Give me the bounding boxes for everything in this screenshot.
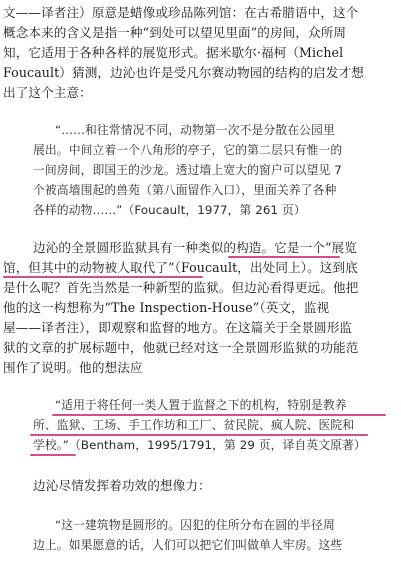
highlight-underline — [30, 454, 76, 456]
text-line: 馆，但其中的动物被人取代了”（Foucault，出处同上）。这到底 — [3, 260, 358, 275]
text-line: 出了这个主意： — [3, 85, 92, 100]
quote-line: 展出。中间立着一个八角形的亭子，它的第二层只有惟一的 — [33, 143, 343, 157]
text-line: 他的这一构想称为“The Inspection-House”（英文，监视 — [3, 300, 330, 315]
quote-line: 学校。”（Bentham，1995/1791，第 29 页，译自英文原著） — [33, 438, 366, 452]
quote-line: “适用于将任何一类人置于监督之下的机构，特别是教养 — [55, 398, 347, 412]
quote-line: 一间房间，即国王的沙龙。透过墙上宽大的窗户可以望见 7 — [33, 163, 342, 177]
text-line: 边沁的全景圆形监狱具有一种类似的构造。它是一个“展览 — [33, 240, 357, 255]
quote-line: “这一建筑物是圆形的。囚犯的住所分布在圆的半径周 — [55, 518, 335, 532]
text-line: 概念本来的含义是指一种“到处可以望见里面”的房间，众所周 — [3, 25, 347, 40]
quote-line: 个被高墙围起的兽苑（第八面留作入口），里面关养了各种 — [33, 183, 337, 197]
highlight-underline — [30, 434, 368, 436]
text-line: 狱的文章的扩展标题中，他就已经对这一全景圆形监狱的功能范 — [3, 340, 359, 355]
highlight-underline — [3, 276, 203, 278]
text-line: 屋——译者注），即观察和监督的地方。在这篇关于全景圆形监 — [3, 320, 353, 335]
text-line: 是什么呢？首先当然是一种新型的监狱。但边沁看得更远。他把 — [3, 280, 359, 295]
text-line: 知，它适用于各种各样的展览形式。据米歇尔·福柯（Michel — [3, 45, 344, 60]
quote-line: 所、监狱、工场、手工作坊和工厂、贫民院、疯人院、医院和 — [33, 418, 355, 432]
quote-line: “……和往常情况不同，动物第一次不是分散在公园里 — [55, 123, 335, 137]
highlight-underline — [52, 414, 386, 416]
text-line: 围作了说明。他的想法应 — [3, 360, 143, 375]
text-line: 边沁尽情发挥着功效的想像力： — [33, 478, 211, 493]
text-line: Foucault）猜测，边沁也许是受凡尔赛动物园的结构的启发才想 — [3, 65, 364, 80]
quote-line: 各样的动物……”（Foucault，1977，第 261 页） — [33, 203, 306, 217]
quote-line: 边上。如果愿意的话，人们可以把它们叫做单人牢房。这些 — [33, 538, 343, 552]
highlight-underline — [228, 256, 340, 258]
text-line: 文——译者注）原意是蜡像或珍品陈列馆：在古希腊语中，这个 — [3, 5, 359, 20]
